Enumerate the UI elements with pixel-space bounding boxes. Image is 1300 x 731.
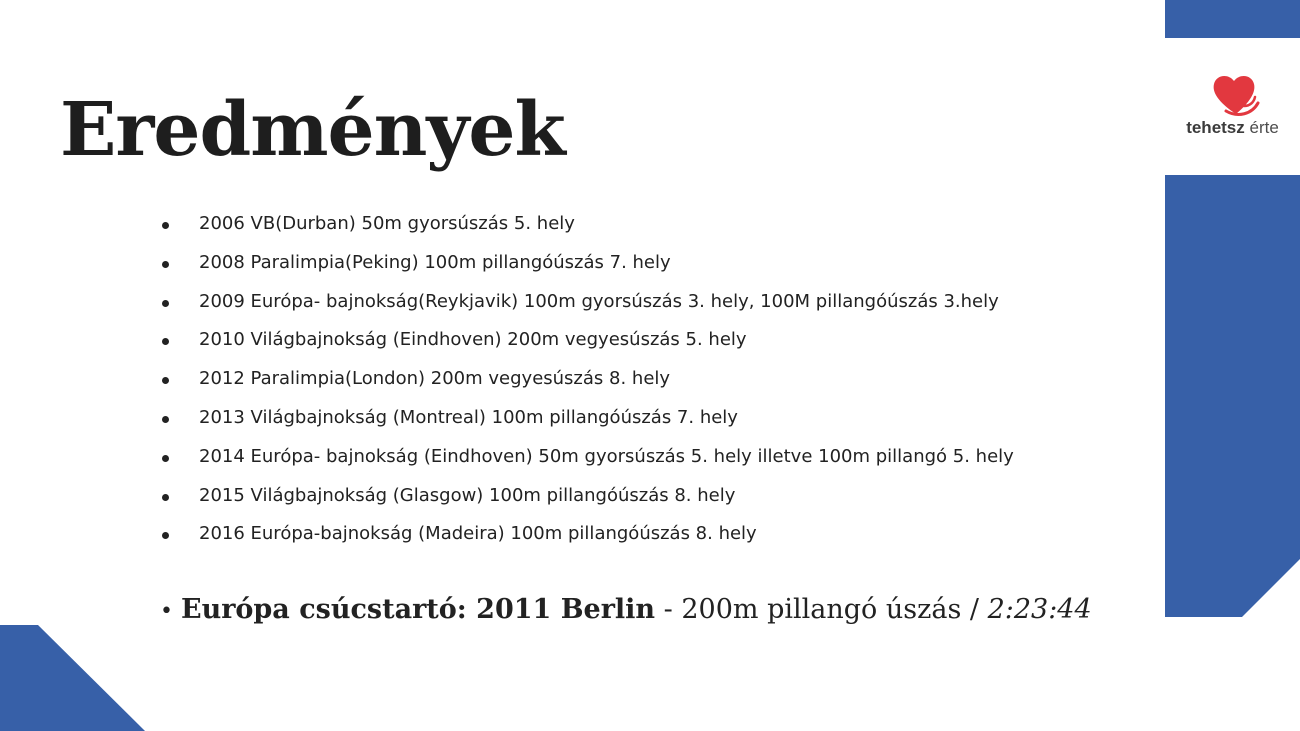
bullet-icon: [162, 416, 169, 423]
result-item: [158, 205, 1014, 244]
heart-icon: [1208, 70, 1264, 120]
result-text: 2008 Paralimpia(Peking) 100m pillangóúszás 7. hely: [199, 251, 671, 273]
bullet-icon: [162, 455, 169, 462]
bullet-icon: [162, 222, 169, 229]
result-item: [158, 360, 1014, 399]
bullet-icon: [162, 532, 169, 539]
logo-brand: tehetsz: [1186, 118, 1245, 137]
result-item: [158, 244, 1014, 283]
bullet-icon: [162, 338, 169, 345]
result-item: [158, 283, 1014, 322]
page-title: Eredmények: [60, 87, 565, 173]
bottom-left-accent-triangle: [0, 625, 145, 731]
record-event: 200m pillangó úszás /: [681, 594, 988, 625]
record-label: Európa csúcstartó: 2011 Berlin: [180, 594, 656, 625]
european-record-line: [160, 594, 1092, 625]
record-separator: -: [655, 594, 682, 625]
record-bullet: •: [160, 599, 173, 624]
result-text: 2006 VB(Durban) 50m gyorsúszás 5. hely: [199, 213, 575, 234]
result-text: 2014 Európa- bajnokság (Eindhoven) 50m gyorsúszás 5. hely illetve 100m pillangó 5. hely: [199, 445, 1014, 467]
result-item: [158, 438, 1014, 477]
result-item: [158, 477, 1014, 516]
result-item: [158, 399, 1014, 438]
right-accent-panel: [1165, 175, 1300, 617]
bullet-icon: [162, 494, 169, 501]
logo-text: [1170, 118, 1295, 138]
bullet-icon: [162, 261, 169, 268]
result-text: 2010 Világbajnokság (Eindhoven) 200m vegyesúszás 5. hely: [199, 329, 747, 351]
tehetsz-erte-logo: [1170, 70, 1295, 140]
result-text: 2016 Európa-bajnokság (Madeira) 100m pillangóúszás 8. hely: [199, 523, 757, 545]
result-text: 2009 Európa- bajnokság(Reykjavik) 100m gyorsúszás 3. hely, 100M pillangóúszás 3.hely: [199, 290, 999, 312]
result-text: 2013 Világbajnokság (Montreal) 100m pillangóúszás 7. hely: [199, 406, 738, 428]
bullet-icon: [162, 377, 169, 384]
top-right-accent-bar: [1165, 0, 1300, 38]
results-list: [158, 205, 1014, 554]
result-text: 2015 Világbajnokság (Glasgow) 100m pillangóúszás 8. hely: [199, 484, 736, 506]
result-text: 2012 Paralimpia(London) 200m vegyesúszás 8. hely: [199, 368, 671, 390]
result-item: [158, 515, 1014, 554]
result-item: [158, 321, 1014, 360]
record-time: 2:23:44: [987, 594, 1092, 625]
logo-suffix: érte: [1249, 118, 1279, 137]
bullet-icon: [162, 300, 169, 307]
